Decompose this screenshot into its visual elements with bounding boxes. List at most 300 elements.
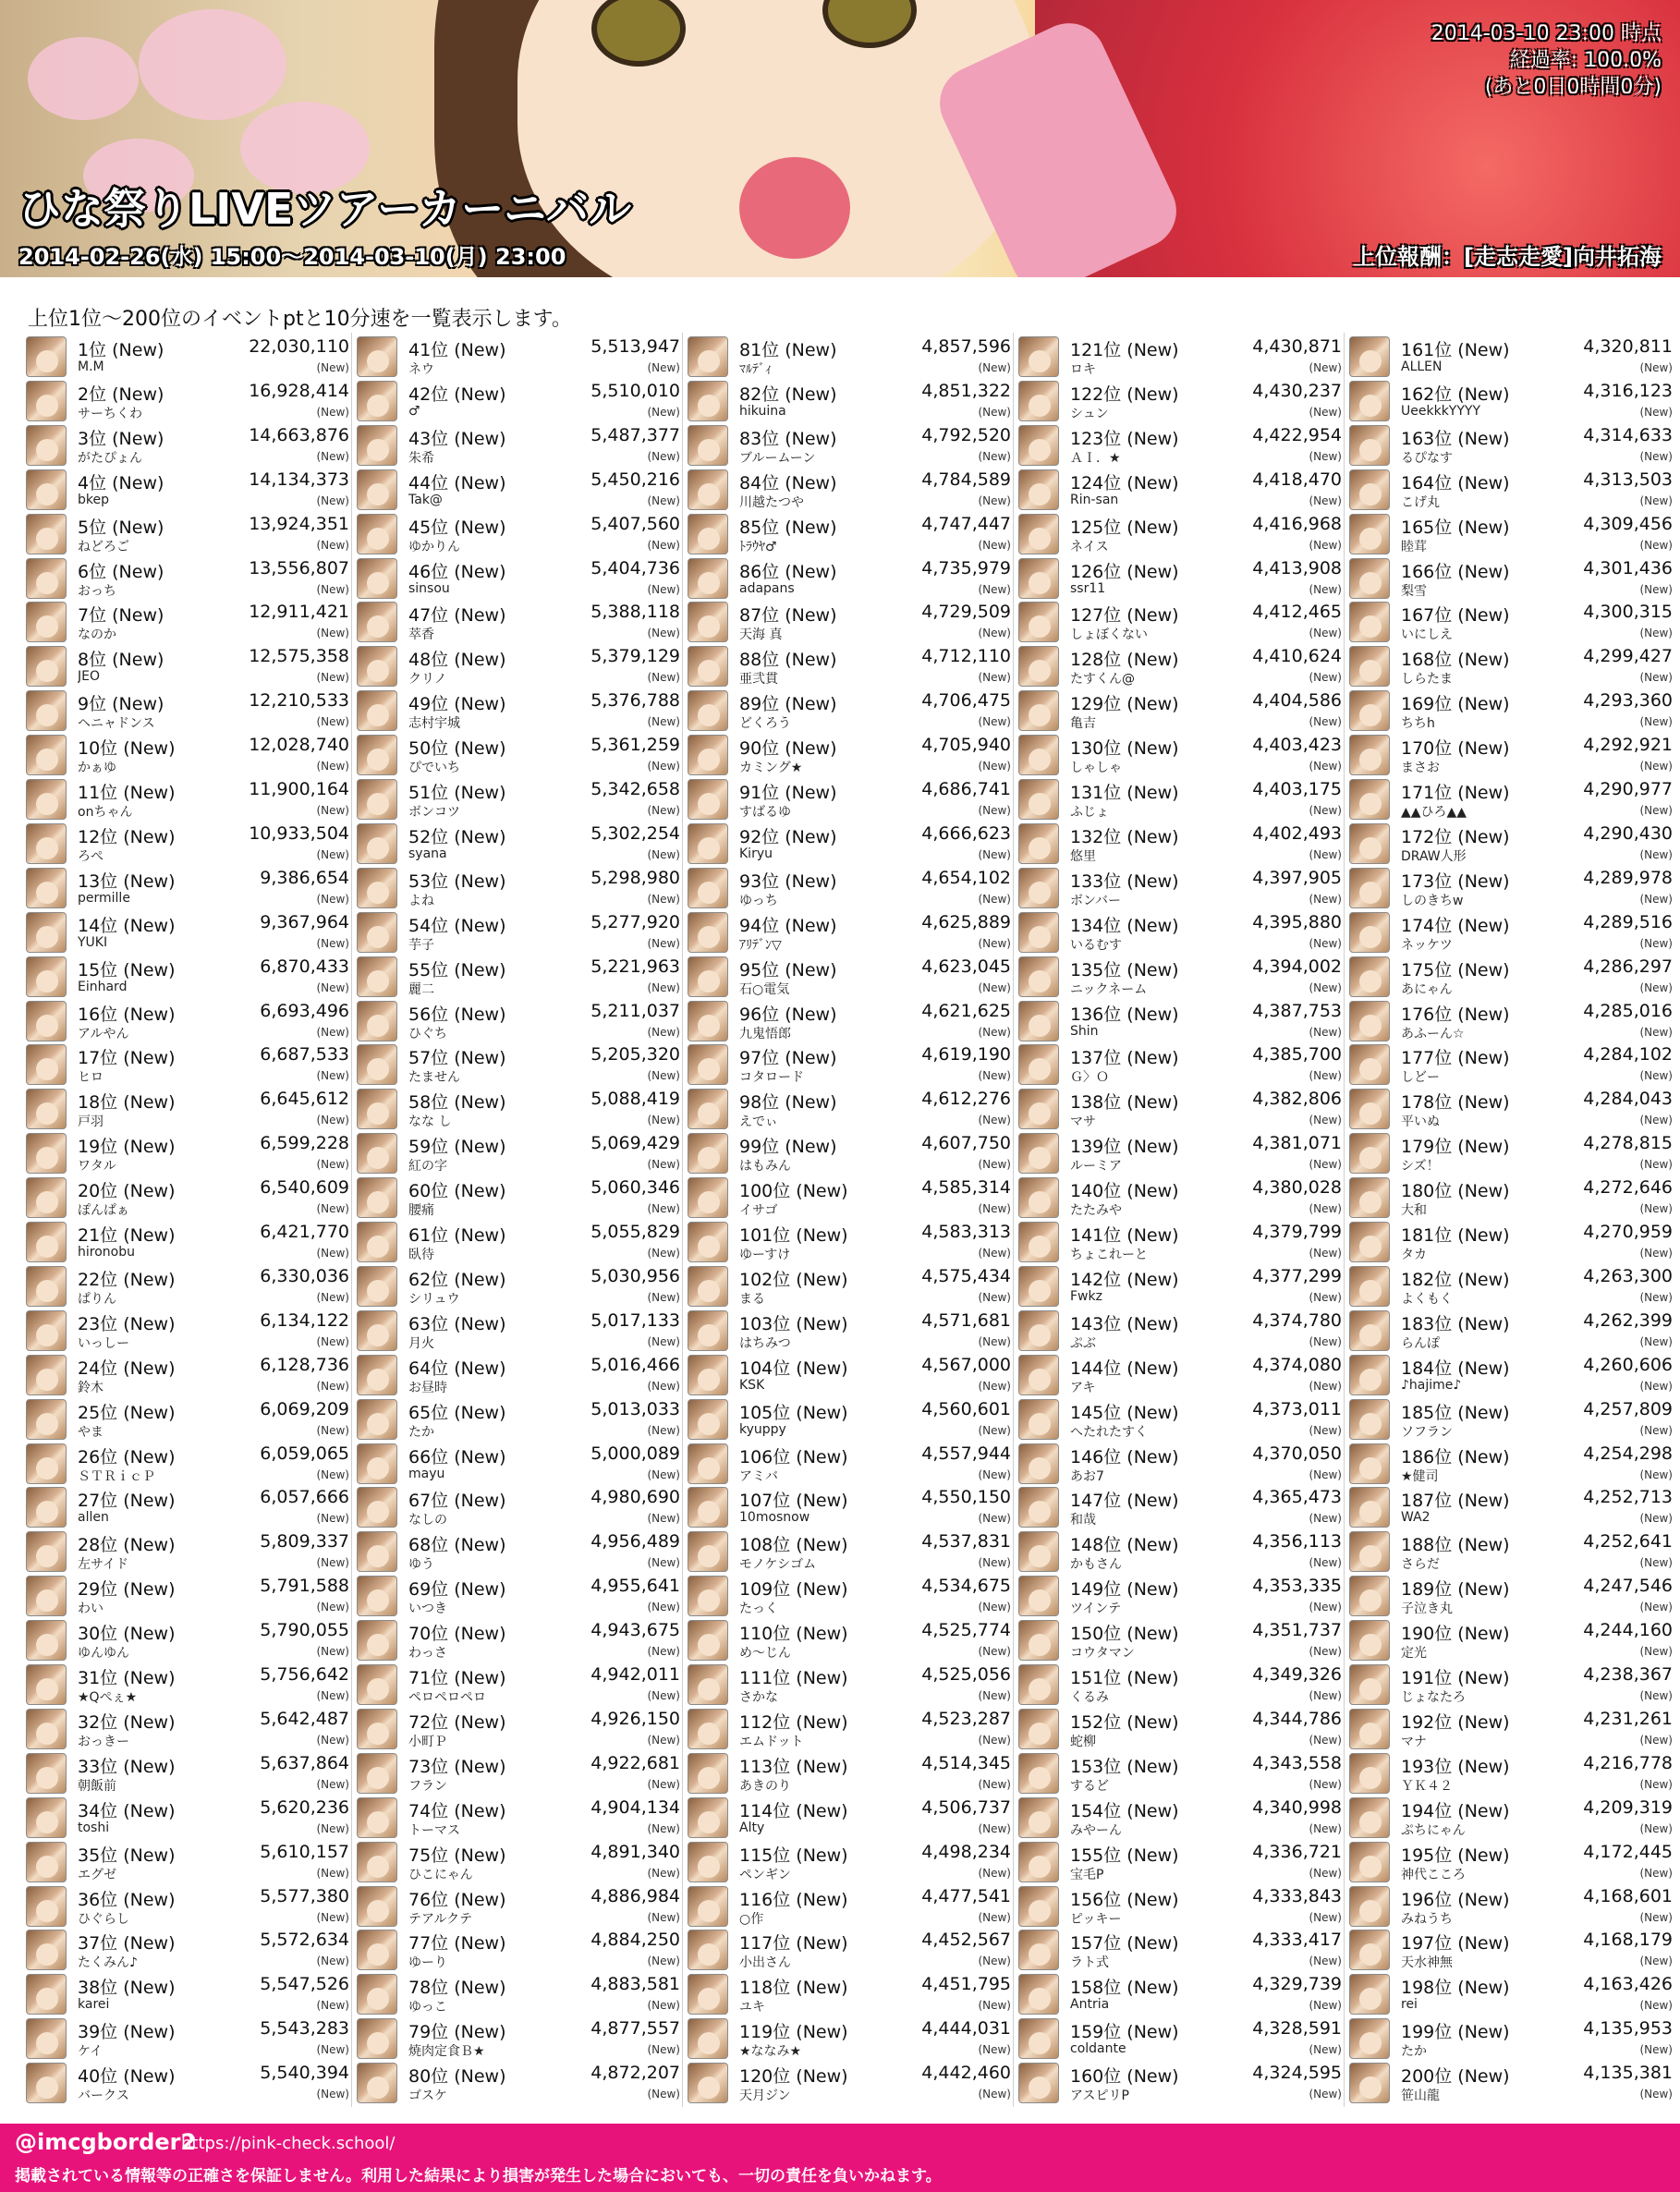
new-badge: (New) [978,1512,1011,1526]
ranking-entry[interactable] [1017,556,1342,601]
ranking-entry[interactable] [1017,512,1342,556]
ranking-entry[interactable] [1017,1796,1342,1840]
ranking-entry[interactable] [1347,822,1673,866]
new-badge: (New) [978,1955,1011,1968]
ranking-entry[interactable] [355,600,680,644]
ranking-entry[interactable] [1017,335,1342,379]
ranking-entry[interactable] [1017,1175,1342,1220]
player-name: ﾏﾙﾃﾞｨ [739,362,772,377]
ranking-entry[interactable] [1347,644,1673,688]
ranking-entry[interactable] [1017,600,1342,644]
ranking-entry[interactable] [355,2016,680,2061]
new-badge: (New) [647,1689,680,1702]
ranking-entry[interactable] [1347,1042,1673,1087]
ranking-entry[interactable] [24,1662,349,1707]
ranking-entry[interactable] [1347,1131,1673,1175]
column-divider [682,333,683,2107]
ranking-entry[interactable] [24,733,349,777]
ranking-entry[interactable] [355,2061,680,2105]
ranking-entry[interactable] [686,512,1011,556]
ranking-entry[interactable] [355,1042,680,1087]
ranking-entry[interactable] [1347,955,1673,999]
ranking-entry[interactable] [355,1529,680,1574]
player-name: しょぼくない [1070,627,1148,643]
rank-label: 42位 (New) [408,384,506,405]
ranking-entry[interactable] [1347,1175,1673,1220]
ranking-entry[interactable] [24,688,349,733]
player-avatar-icon [1018,1531,1059,1572]
ranking-entry[interactable] [686,379,1011,423]
player-name: ふじょ [1070,805,1109,820]
ranking-entry[interactable] [1347,600,1673,644]
new-badge: (New) [647,449,680,463]
ranking-entry[interactable] [24,1707,349,1751]
ranking-entry[interactable] [1347,777,1673,822]
ranking-entry[interactable] [686,1042,1011,1087]
ranking-entry[interactable] [1017,688,1342,733]
ranking-entry[interactable] [1347,1264,1673,1309]
ranking-entry[interactable] [1347,468,1673,512]
ranking-entry[interactable] [24,1574,349,1618]
event-points: 4,135,381 [1583,2063,1673,2084]
ranking-entry[interactable] [355,999,680,1043]
ranking-entry[interactable] [686,644,1011,688]
player-avatar-icon [1349,735,1390,775]
rank-label: 182位 (New) [1401,1269,1510,1290]
ranking-entry[interactable] [355,1972,680,2016]
event-points: 11,900,164 [249,779,349,799]
ranking-entry[interactable] [24,1796,349,1840]
ranking-entry[interactable] [1017,1574,1342,1618]
ranking-entry[interactable] [24,1087,349,1131]
rank-label: 161位 (New) [1401,340,1510,360]
ranking-entry[interactable] [686,1353,1011,1397]
rank-label: 69位 (New) [408,1579,506,1601]
ranking-entry[interactable] [686,910,1011,955]
ranking-entry[interactable] [686,600,1011,644]
ranking-entry[interactable] [355,1574,680,1618]
new-badge: (New) [316,493,349,507]
ranking-entry[interactable] [1017,1884,1342,1929]
ranking-entry[interactable] [355,822,680,866]
ranking-entry[interactable] [24,777,349,822]
event-points: 4,385,700 [1252,1044,1342,1066]
ranking-entry[interactable] [1347,1087,1673,1131]
player-name: 悠里 [1070,848,1096,864]
ranking-entry[interactable] [1347,1574,1673,1618]
ranking-entry[interactable] [1347,910,1673,955]
event-points: 4,374,080 [1252,1354,1342,1375]
ranking-entry[interactable] [1347,999,1673,1043]
ranking-entry[interactable] [24,468,349,512]
ranking-entry[interactable] [686,2061,1011,2105]
ranking-entry[interactable] [686,556,1011,601]
ranking-entry[interactable] [1017,910,1342,955]
ranking-entry[interactable] [686,468,1011,512]
player-name: しどー [1401,1070,1440,1086]
ranking-entry[interactable] [686,1751,1011,1796]
ranking-entry[interactable] [24,822,349,866]
ranking-entry[interactable] [1347,2061,1673,2105]
ranking-entry[interactable] [686,1574,1011,1618]
new-badge: (New) [1309,627,1342,640]
ranking-column [686,335,1011,2109]
new-badge: (New) [1309,1423,1342,1437]
ranking-entry[interactable] [355,1442,680,1486]
player-avatar-icon [1349,602,1390,642]
ranking-entry[interactable] [355,512,680,556]
ranking-entry[interactable] [1347,1220,1673,1264]
new-badge: (New) [647,582,680,596]
ranking-entry[interactable] [686,1397,1011,1442]
ranking-entry[interactable] [1347,733,1673,777]
ranking-entry[interactable] [1347,1928,1673,1972]
ranking-entry[interactable] [355,1264,680,1309]
ranking-entry[interactable] [686,999,1011,1043]
ranking-entry[interactable] [686,777,1011,822]
ranking-entry[interactable] [1017,1529,1342,1574]
ranking-entry[interactable] [686,2016,1011,2061]
ranking-entry[interactable] [24,1397,349,1442]
ranking-entry[interactable] [355,910,680,955]
rank-label: 24位 (New) [78,1358,176,1379]
player-avatar-icon [26,336,67,377]
ranking-entry[interactable] [686,822,1011,866]
player-avatar-icon [1349,1266,1390,1307]
player-name: ルーミア [1070,1159,1122,1175]
rank-label: 6位 (New) [78,561,164,582]
new-badge: (New) [1309,715,1342,729]
ranking-entry[interactable] [1017,1131,1342,1175]
player-name: ツインテ [1070,1601,1122,1617]
ranking-entry[interactable] [24,1042,349,1087]
footer-url-link[interactable]: https://pink-check.school/ [181,2134,396,2153]
ranking-entry[interactable] [686,1264,1011,1309]
player-avatar-icon [1018,646,1059,687]
rank-label: 53位 (New) [408,871,506,892]
ranking-column [1017,335,1342,2109]
ranking-entry[interactable] [1347,1529,1673,1574]
player-name: なしの [408,1513,447,1528]
ranking-entry[interactable] [1017,866,1342,910]
ranking-entry[interactable] [24,2061,349,2105]
footer-handle-link[interactable]: @imcgborder2 [15,2129,197,2155]
rank-label: 130位 (New) [1070,738,1179,760]
ranking-entry[interactable] [355,1707,680,1751]
ranking-entry[interactable] [686,1529,1011,1574]
ranking-entry[interactable] [686,1662,1011,1707]
player-name: め～じん [739,1646,791,1662]
ranking-entry[interactable] [686,1707,1011,1751]
new-badge: (New) [978,980,1011,994]
event-points: 4,922,681 [590,1752,680,1773]
ranking-entry[interactable] [1017,999,1342,1043]
ranking-entry[interactable] [1347,379,1673,423]
ranking-entry[interactable] [355,468,680,512]
player-avatar-icon [26,1531,67,1572]
event-points: 4,621,625 [921,1000,1011,1021]
event-points: 4,289,516 [1583,911,1673,932]
ranking-entry[interactable] [355,1884,680,1929]
ranking-entry[interactable] [1017,423,1342,468]
ranking-entry[interactable] [1347,1442,1673,1486]
ranking-entry[interactable] [1347,1618,1673,1662]
ranking-entry[interactable] [1017,1442,1342,1486]
ranking-entry[interactable] [24,1751,349,1796]
ranking-entry[interactable] [1017,1220,1342,1264]
player-avatar-icon [688,1222,728,1262]
ranking-entry[interactable] [24,379,349,423]
ranking-entry[interactable] [24,999,349,1043]
player-name: 腰痛 [408,1203,434,1219]
ranking-entry[interactable] [24,423,349,468]
ranking-entry[interactable] [1347,512,1673,556]
player-avatar-icon [688,1886,728,1927]
ranking-entry[interactable] [686,955,1011,999]
ranking-entry[interactable] [1017,2016,1342,2061]
ranking-entry[interactable] [24,512,349,556]
ranking-entry[interactable] [355,866,680,910]
ranking-entry[interactable] [1017,468,1342,512]
ranking-entry[interactable] [1017,1087,1342,1131]
ranking-entry[interactable] [686,1309,1011,1353]
ranking-entry[interactable] [1017,1485,1342,1529]
ranking-entry[interactable] [24,1529,349,1574]
ranking-entry[interactable] [1017,1928,1342,1972]
ranking-entry[interactable] [355,1662,680,1707]
ranking-entry[interactable] [1017,1972,1342,2016]
new-badge: (New) [978,1689,1011,1702]
player-name: わい [78,1601,103,1617]
ranking-entry[interactable] [355,1309,680,1353]
ranking-entry[interactable] [355,1397,680,1442]
ranking-entry[interactable] [24,1840,349,1884]
ranking-entry[interactable] [686,1884,1011,1929]
ranking-entry[interactable] [1017,1662,1342,1707]
rank-label: 141位 (New) [1070,1225,1179,1246]
ranking-entry[interactable] [1017,1840,1342,1884]
player-name: アスピリP [1070,2088,1129,2104]
player-name: 宝毛P [1070,1867,1104,1882]
ranking-entry[interactable] [24,910,349,955]
event-points: 4,877,557 [590,2018,680,2040]
event-points: 4,980,690 [590,1487,680,1508]
ranking-entry[interactable] [355,1087,680,1131]
ranking-entry[interactable] [1347,556,1673,601]
ranking-entry[interactable] [24,1972,349,2016]
event-points: 13,556,807 [249,557,349,578]
ranking-entry[interactable] [355,1751,680,1796]
ranking-entry[interactable] [355,733,680,777]
ranking-entry[interactable] [355,1840,680,1884]
player-avatar-icon [688,425,728,466]
ranking-entry[interactable] [1347,335,1673,379]
ranking-entry[interactable] [686,1796,1011,1840]
ranking-entry[interactable] [24,1884,349,1929]
ranking-entry[interactable] [24,1618,349,1662]
ranking-entry[interactable] [1347,1353,1673,1397]
ranking-entry[interactable] [1017,1618,1342,1662]
rank-label: 166位 (New) [1401,561,1510,582]
rank-label: 43位 (New) [408,428,506,449]
ranking-entry[interactable] [355,644,680,688]
ranking-entry[interactable] [1017,2061,1342,2105]
ranking-entry[interactable] [355,1485,680,1529]
ranking-entry[interactable] [355,1796,680,1840]
rank-label: 191位 (New) [1401,1668,1510,1688]
ranking-entry[interactable] [1347,1662,1673,1707]
ranking-entry[interactable] [1347,423,1673,468]
ranking-entry[interactable] [686,1087,1011,1131]
ranking-entry[interactable] [1017,1264,1342,1309]
ranking-entry[interactable] [686,1485,1011,1529]
ranking-entry[interactable] [686,1618,1011,1662]
ranking-entry[interactable] [355,335,680,379]
ranking-entry[interactable] [24,1928,349,1972]
ranking-entry[interactable] [355,556,680,601]
ranking-entry[interactable] [355,1220,680,1264]
ranking-entry[interactable] [24,1442,349,1486]
ranking-entry[interactable] [686,1928,1011,1972]
ranking-entry[interactable] [355,1131,680,1175]
ranking-entry[interactable] [24,1264,349,1309]
player-avatar-icon [1018,1709,1059,1749]
ranking-entry[interactable] [1017,1309,1342,1353]
rank-label: 151位 (New) [1070,1668,1179,1688]
player-name: よね [408,893,434,908]
player-name: hikuina [739,403,786,419]
ranking-entry[interactable] [355,379,680,423]
ranking-entry[interactable] [24,955,349,999]
ranking-entry[interactable] [686,1840,1011,1884]
ranking-entry[interactable] [1017,379,1342,423]
player-name: じょなたろ [1401,1690,1466,1705]
event-points: 4,257,809 [1583,1398,1673,1419]
ranking-entry[interactable] [355,1175,680,1220]
ranking-entry[interactable] [355,955,680,999]
ranking-entry[interactable] [24,1131,349,1175]
player-name: 石○電気 [739,981,790,997]
player-name: ﾄﾗｳﾔ♂ [739,539,777,554]
ranking-entry[interactable] [24,644,349,688]
rank-label: 169位 (New) [1401,694,1510,715]
ranking-entry[interactable] [686,1442,1011,1486]
ranking-entry[interactable] [1347,1884,1673,1929]
ranking-entry[interactable] [686,1131,1011,1175]
new-badge: (New) [1639,1512,1673,1526]
ranking-entry[interactable] [355,423,680,468]
ranking-entry[interactable] [1347,866,1673,910]
ranking-entry[interactable] [1347,688,1673,733]
ranking-entry[interactable] [1347,1397,1673,1442]
ranking-entry[interactable] [1347,1309,1673,1353]
ranking-entry[interactable] [24,556,349,601]
ranking-entry[interactable] [1347,1707,1673,1751]
ranking-entry[interactable] [1017,1042,1342,1087]
player-name: マナ [1401,1734,1427,1749]
player-avatar-icon [1349,1399,1390,1440]
ranking-entry[interactable] [1347,2016,1673,2061]
ranking-entry[interactable] [1347,1840,1673,1884]
ranking-entry[interactable] [686,423,1011,468]
ranking-entry[interactable] [24,866,349,910]
new-badge: (New) [1639,1467,1673,1481]
event-points: 4,926,150 [590,1708,680,1729]
ranking-entry[interactable] [1347,1751,1673,1796]
player-avatar-icon [357,912,397,953]
rank-label: 84位 (New) [739,472,837,493]
ranking-entry[interactable] [24,2016,349,2061]
ranking-entry[interactable] [1017,955,1342,999]
ranking-entry[interactable] [24,600,349,644]
ranking-entry[interactable] [686,335,1011,379]
event-points: 4,410,624 [1252,646,1342,667]
player-avatar-icon [1018,1133,1059,1174]
ranking-entry[interactable] [24,1485,349,1529]
ranking-entry[interactable] [686,733,1011,777]
new-badge: (New) [978,1202,1011,1216]
ranking-entry[interactable] [24,1175,349,1220]
rank-label: 87位 (New) [739,605,837,627]
ranking-entry[interactable] [24,1353,349,1397]
ranking-entry[interactable] [1017,1751,1342,1796]
ranking-entry[interactable] [355,777,680,822]
player-name: たたみや [1070,1203,1122,1219]
ranking-entry[interactable] [1017,1397,1342,1442]
player-avatar-icon [26,1974,67,2015]
player-avatar-icon [1349,469,1390,510]
event-points: 4,394,002 [1252,956,1342,977]
ranking-entry[interactable] [1017,644,1342,688]
ranking-entry[interactable] [1017,1353,1342,1397]
ranking-entry[interactable] [1017,822,1342,866]
ranking-entry[interactable] [686,1220,1011,1264]
ranking-entry[interactable] [1017,777,1342,822]
ranking-entry[interactable] [355,688,680,733]
rank-label: 31位 (New) [78,1668,176,1688]
player-name: しゃしゃ [1070,761,1122,776]
ranking-entry[interactable] [1347,1485,1673,1529]
ranking-entry[interactable] [1017,733,1342,777]
player-name: ピッキー [1070,1911,1122,1927]
ranking-entry[interactable] [24,335,349,379]
rank-label: 49位 (New) [408,694,506,715]
player-avatar-icon [688,1355,728,1395]
ranking-entry[interactable] [355,1928,680,1972]
ranking-entry[interactable] [686,1175,1011,1220]
new-badge: (New) [647,1601,680,1614]
player-avatar-icon [1349,912,1390,953]
ranking-entry[interactable] [686,688,1011,733]
ranking-entry[interactable] [686,1972,1011,2016]
event-points: 4,557,944 [921,1443,1011,1464]
ranking-entry[interactable] [1347,1972,1673,2016]
player-name: シズ！ [1401,1159,1440,1175]
player-avatar-icon [26,1222,67,1262]
rank-label: 123位 (New) [1070,428,1179,449]
ranking-entry[interactable] [355,1618,680,1662]
event-points: 4,387,753 [1252,1000,1342,1021]
ranking-entry[interactable] [1017,1707,1342,1751]
ranking-entry[interactable] [686,866,1011,910]
ranking-entry[interactable] [1347,1796,1673,1840]
ranking-entry[interactable] [24,1309,349,1353]
player-avatar-icon [26,1709,67,1749]
ranking-entry[interactable] [24,1220,349,1264]
new-badge: (New) [1639,1556,1673,1570]
player-name: えでぃ [739,1114,778,1130]
ranking-entry[interactable] [355,1353,680,1397]
